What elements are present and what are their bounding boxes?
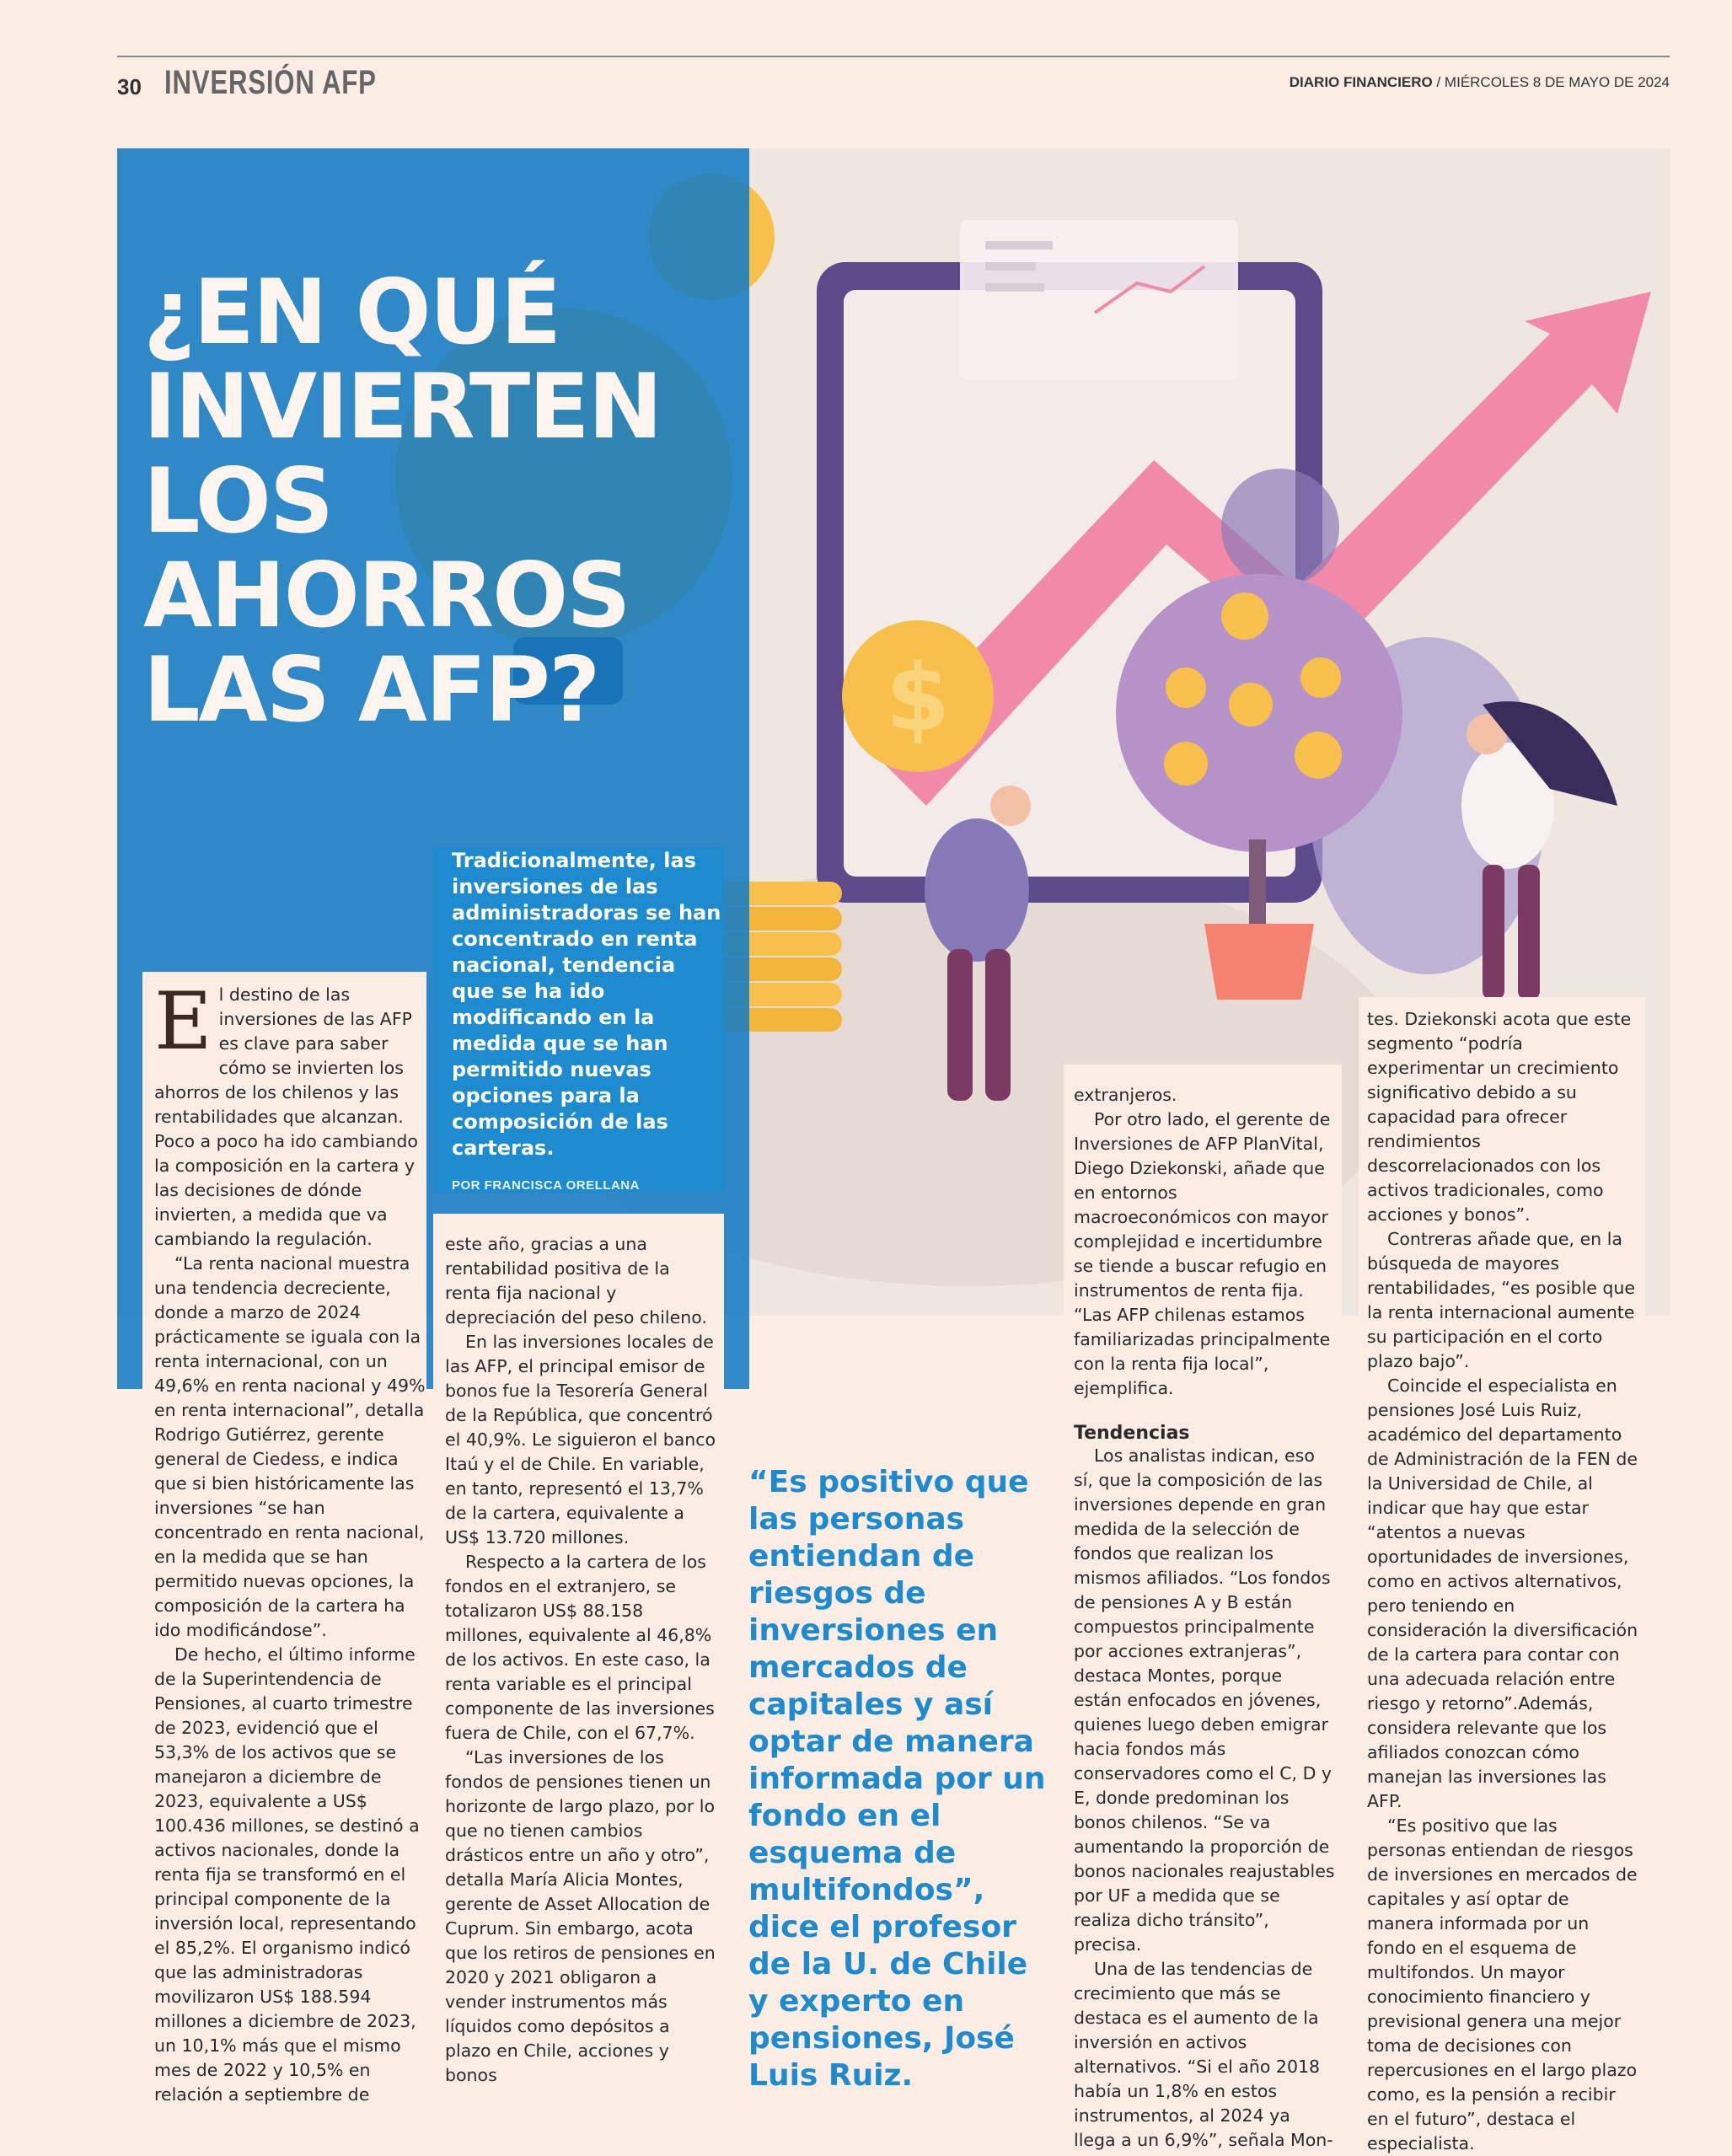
headline-line: AHORROS [143,544,630,647]
headline-line: LOS [143,449,333,553]
paragraph: extranjeros. [1074,1085,1177,1105]
headline-line: ¿EN QUÉ [143,260,560,364]
subheading: Tendencias [1074,1423,1190,1444]
paragraph: Contreras añade que, en la búsqueda de mayores rentabilidades, “es posible que la renta internacional aumente su participación en el corto plazo bajo”. [1367,1229,1636,1371]
headline [143,260,666,742]
paragraph: “Las inversiones de los fondos de pensiones tienen un horizonte de largo plazo, por lo que no tienen cambios drásticos entre un año y otro”, detalla María Alicia Montes, gerente de Asset Allocation de Cuprum. Sin embargo, acota que los retiros de pensiones en 2020 y 2021 obligaron a vender instrumentos más líquidos como depósitos a plazo en Chile, acciones y bonos [445,1747,716,2085]
paragraph: “La renta nacional muestra una tendencia decreciente, donde a marzo de 2024 prácticamente se iguala con la renta internacional, con un 49,6% en renta nacional y 49% en renta internacional”, detalla Rodrigo Gutiérrez, gerente general de Ciedess, e indica que si bien históricamente las inversiones “se han concentrado en renta nacional, en la medida que se han permitido nuevas opciones, la composición de la cartera ha ido modificándose”. [154,1253,426,1640]
headline-line: INVIERTEN [143,355,662,459]
paragraph: este año, gracias a una rentabilidad positiva de la renta fija nacional y depreciación del peso chileno. [445,1234,707,1327]
article-column-1 [142,972,426,2107]
issue-date: / MIÉRCOLES 8 DE MAYO DE 2024 [1432,74,1670,90]
paragraph: tes. Dziekonski acota que este segmento “podría experimentar un crecimiento significativo debido a su capacidad para ofrecer rendimientos descorrelacionados con los activos tradicionales, como acciones y bonos”. [1367,1009,1632,1225]
deck-text: Tradicionalmente, las inversiones de las administradoras se han concentrado en renta nacional, tendencia que se ha ido modificando en la medida que se han permitido nuevas opciones para la composición de las carteras. [452,849,721,1160]
paragraph: l destino de las inversiones de las AFP es clave para saber cómo se invierten los ahorros de los chilenos y las rentabilidades que alcanzan. Poco a poco ha ido cambiando la composición en la cartera y las decisiones de dónde invierten, a medida que va cambiando la regulación. [154,984,418,1249]
article-column-2 [433,1214,724,2088]
paragraph: En las inversiones locales de las AFP, el principal emisor de bonos fue la Tesorería General de la República, que concentró el 40,9%. Le siguieron el banco Itaú y el de Chile. En variable, en tanto, representó el 13,7% de la cartera, equivalente a US$ 13.720 millones. [445,1332,716,1547]
woman-figure [1461,701,1617,1000]
page-number: 30 [117,74,142,99]
paragraph: De hecho, el último informe de la Superintendencia de Pensiones, al cuarto trimestre de 2023, evidenció que el 53,3% de los activos que se manejaron a diciembre de 2023, equivalente a US$ 100.436 millones, se destinó a activos nacionales, donde la renta fija se transformó en el principal componente de la inversión local, representando el 85,2%. El organismo indicó que las administradoras movilizaron US$ 188.594 millones a diciembre de 2023, un 10,1% más que el mismo mes de 2022 y 10,5% en relación a septiembre de [154,1644,420,2105]
paragraph: Una de las tendencias de crecimiento que más se destaca es el aumento de la inversión en activos alternativos. “Si el año 2018 había un 1,8% en estos instrumentos, al 2024 ya llega a un 6,9%”, señala Mon- [1074,1959,1333,2150]
byline: POR FRANCISCA ORELLANA [452,1178,640,1193]
paragraph: Los analistas indican, eso sí, que la composición de las inversiones depende en gran medida de la selección de fondos que realizan los mismos afiliados. “Los fondos de pensiones A y B están compuestos principalmente por acciones extranjeras”, destaca Montes, porque están enfocados en jóvenes, quienes luego deben emigrar hacia fondos más conservadores como el C, D y E, donde predominan los bonos chilenos. “Se va aumentando la proporción de bonos nacionales reajustables por UF a medida que se realiza dicho tránsito”, precisa. [1074,1445,1335,1955]
masthead [1290,74,1670,91]
publication-name: DIARIO FINANCIERO [1289,74,1433,90]
headline-line: LAS AFP? [143,638,599,742]
article-column-4 [1359,997,1645,2156]
deck-box [433,848,724,1193]
svg-text:$: $ [885,644,951,752]
pull-quote: “Es positivo que las personas entiendan de riesgos de inversiones en mercados de capitales y así optar de manera informada por un fondo en el esquema de multifondos”, dice el profesor de la U. de Chile y experto en pensiones, José Luis Ruiz. [748,1465,1046,2093]
plant-pot [1204,924,1314,1000]
drop-cap: E [154,976,212,1068]
article-column-3 [1064,1065,1342,2153]
header-rule [117,56,1670,57]
paragraph: Respecto a la cartera de los fondos en el extranjero, se totalizaron US$ 88.158 millones, equivalente al 46,8% de los activos. En este caso, la renta variable es el principal componente de las inversiones fuera de Chile, con el 67,7%. [445,1552,715,1743]
paragraph: “Es positivo que las personas entiendan de riesgos de inversiones en mercados de capitales y así optar de manera informada por un fondo en el esquema de multifondos. Un mayor conocimiento financiero y previsional genera una mejor toma de decisiones con repercusiones en el largo plazo como, es la pensión a recibir en el futuro”, destaca el especialista. [1367,1815,1638,2153]
paragraph: Por otro lado, el gerente de Inversiones de AFP PlanVital, Diego Dziekonski, añade que en entornos macroeconómicos con mayor complejidad e incertidumbre se tiende a buscar refugio en instrumentos de renta fija. “Las AFP chilenas estamos familiarizadas principalmente con la renta fija local”, ejemplifica. [1074,1109,1331,1398]
paragraph: Coincide el especialista en pensiones José Luis Ruiz, académico del departamento de Administración de la FEN de la Universidad de Chile, al indicar que hay que estar “atentos a nuevas oportunidades de inversiones, como en activos alternativos, pero teniendo en consideración la diversificación de la cartera para contar con una adecuada relación entre riesgo y retorno”.Además, considera relevante que los afiliados conozcan cómo manejan las inversiones las AFP. [1367,1376,1638,1811]
section-title: INVERSIÓN AFP [164,64,377,101]
